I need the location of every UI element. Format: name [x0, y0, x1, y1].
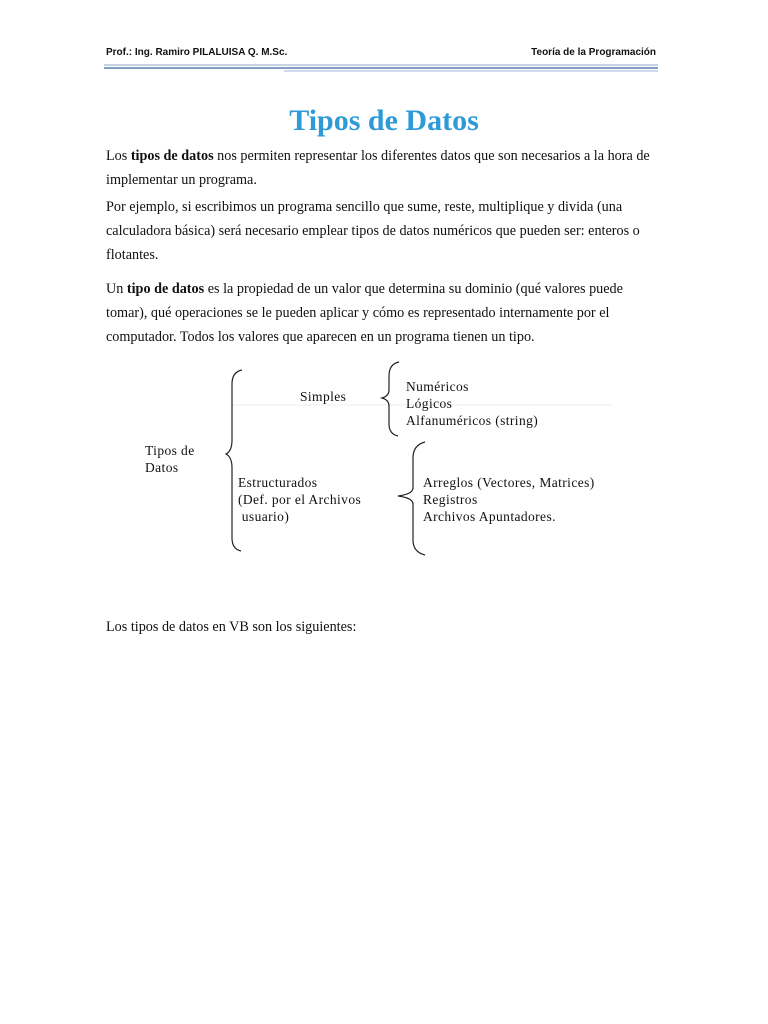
estructurados-items: [423, 474, 595, 525]
root-label-line: Tipos de: [145, 443, 195, 458]
list-item: Arreglos (Vectores, Matrices): [423, 475, 595, 490]
list-item: Lógicos: [406, 396, 453, 411]
bold-term: tipos de datos: [130, 148, 214, 164]
bold-term: tipo de datos: [126, 281, 205, 297]
header-author: Prof.: Ing. Ramiro PILALUISA Q. M.Sc.: [106, 47, 288, 58]
paragraph-text: es la propiedad de un valor que determina su dominio (qué valores puede tomar), qué operaciones se le pueden aplicar y cómo es representado internamente por el computador. Todos los valores que aparecen en un programa tienen un tipo.: [106, 281, 623, 345]
list-item: Numéricos: [406, 379, 469, 394]
paragraph-vb-types: Los tipos de datos en VB son los siguientes:: [106, 619, 357, 635]
root-label-line: Datos: [145, 460, 179, 475]
estructurados-label: [238, 474, 361, 525]
label-line: Estructurados: [238, 475, 318, 490]
paragraph-text: Un: [106, 281, 127, 297]
paragraph-text: nos permiten representar los diferentes datos que son necesarios a la hora de implementar un programa.: [106, 148, 650, 188]
estructurados-brace: [398, 442, 425, 555]
header-course: Teoría de la Programación: [531, 47, 656, 58]
simples-items: [406, 378, 538, 429]
label-line: usuario): [238, 509, 290, 524]
page-title: Tipos de Datos: [289, 104, 479, 137]
paragraph-text: Los: [106, 148, 131, 164]
simples-brace: [382, 362, 399, 436]
list-item: Alfanuméricos (string): [406, 413, 539, 428]
list-item: Archivos Apuntadores.: [423, 509, 556, 524]
root-label: [145, 442, 195, 476]
simples-label: Simples: [300, 389, 347, 404]
label-line: (Def. por el Archivos: [238, 492, 362, 507]
list-item: Registros: [423, 492, 478, 507]
paragraph-example: Por ejemplo, si escribimos un programa sencillo que sume, reste, multiplique y divida (una calculadora básica) será necesario emplear tipos de datos numéricos que pueden ser: enteros o flotantes.: [106, 199, 640, 263]
